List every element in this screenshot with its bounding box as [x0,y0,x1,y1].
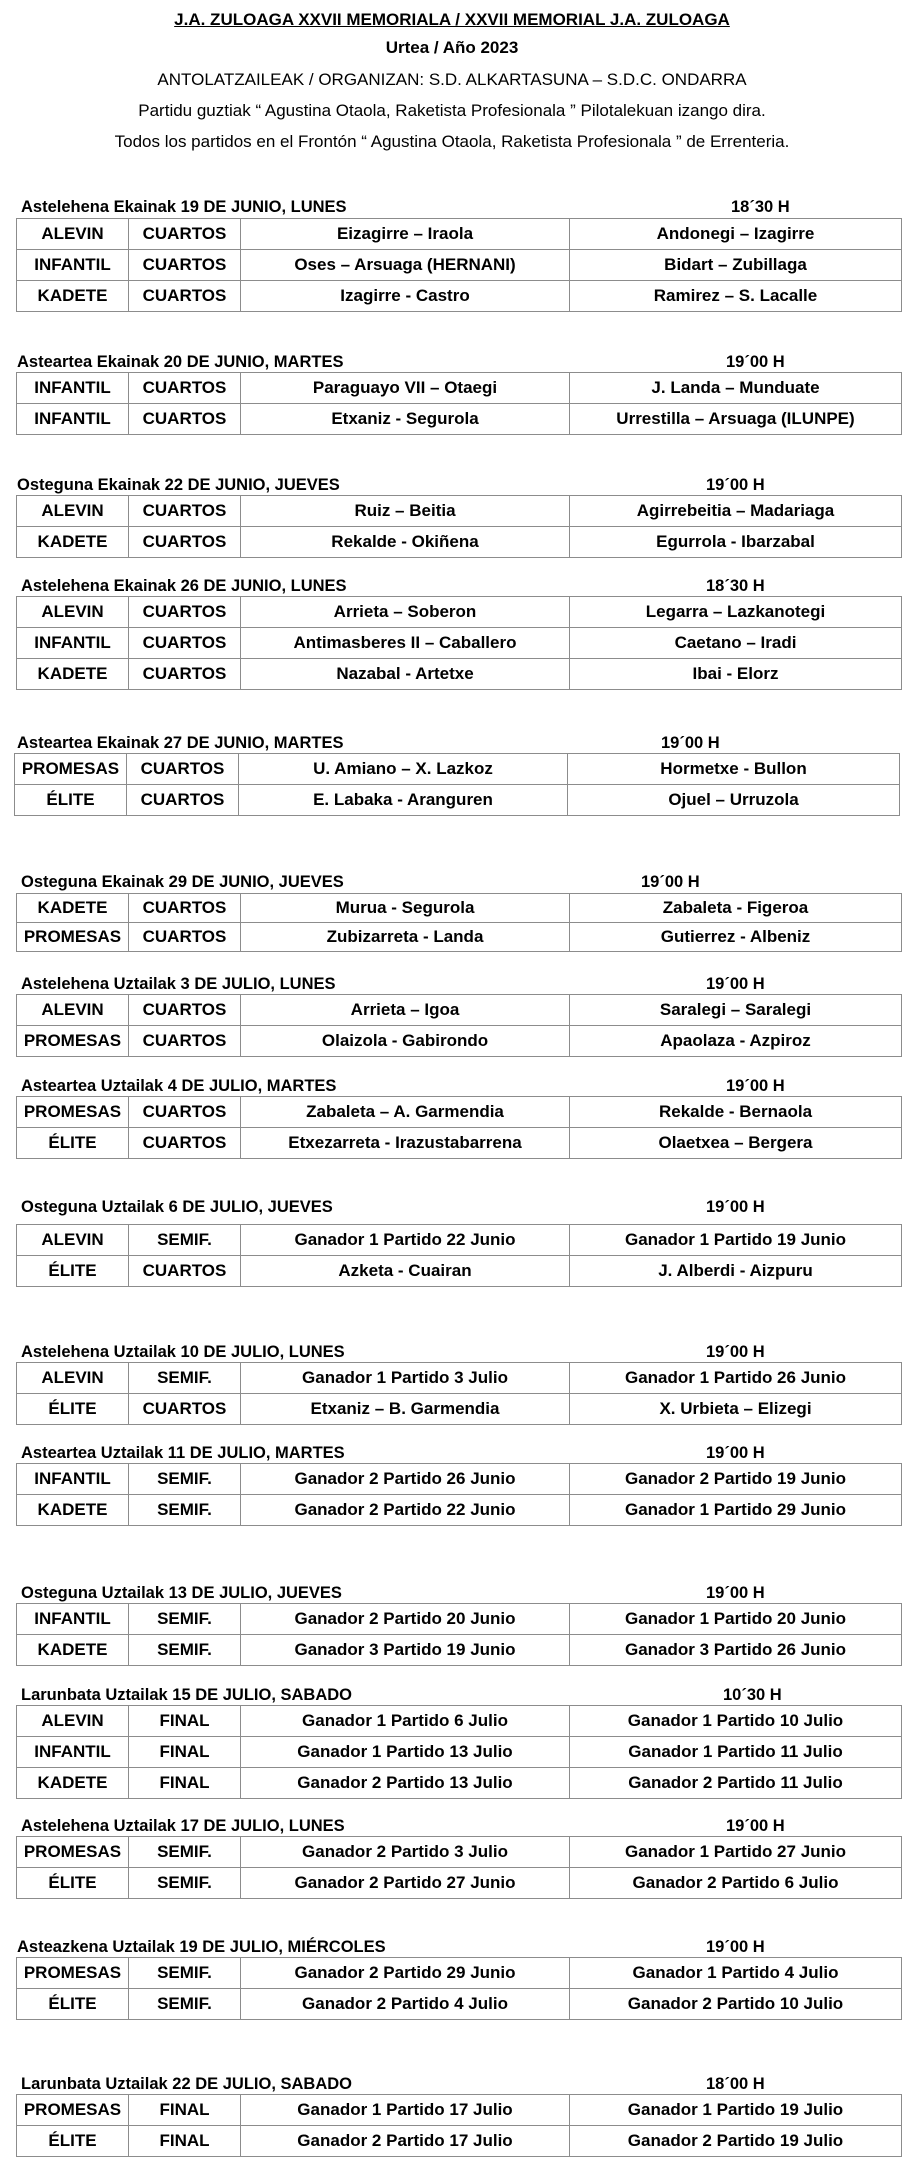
match-row [17,219,902,250]
pair-a-cell: Zabaleta – A. Garmendia [241,1097,570,1128]
match-row [17,1225,902,1256]
round-cell: FINAL [129,1768,241,1799]
day-label: Larunbata Uztailak 15 DE JULIO, SABADO [21,1686,352,1704]
round-cell: SEMIF. [129,1604,241,1635]
round-cell: SEMIF. [129,1464,241,1495]
pair-b-cell: Ganador 2 Partido 11 Julio [570,1768,902,1799]
category-cell: ÉLITE [17,1394,129,1425]
pair-b-cell: Zabaleta - Figeroa [570,894,902,923]
pair-b-cell: Ganador 1 Partido 10 Julio [570,1706,902,1737]
match-table [16,495,902,558]
round-cell: CUARTOS [129,995,241,1026]
pair-a-cell: Ganador 1 Partido 3 Julio [241,1363,570,1394]
pair-b-cell: Ganador 1 Partido 19 Junio [570,1225,902,1256]
match-table [16,994,902,1057]
day-hour: 19´00 H [706,1584,765,1602]
day-hour: 19´00 H [706,1198,765,1216]
pair-b-cell: Ganador 2 Partido 6 Julio [570,1868,902,1899]
day-label: Osteguna Ekainak 22 DE JUNIO, JUEVES [17,476,340,494]
round-cell: CUARTOS [129,659,241,690]
match-table [16,1603,902,1666]
round-cell: SEMIF. [129,1958,241,1989]
round-cell: SEMIF. [129,1837,241,1868]
match-row [17,1989,902,2020]
day-hour: 18´30 H [706,577,765,595]
round-cell: CUARTOS [129,219,241,250]
category-cell: KADETE [17,1768,129,1799]
category-cell: KADETE [17,1495,129,1526]
pair-b-cell: Ganador 1 Partido 4 Julio [570,1958,902,1989]
pair-a-cell: Zubizarreta - Landa [241,923,570,952]
pair-b-cell: Ganador 1 Partido 11 Julio [570,1737,902,1768]
day-label: Asteazkena Uztailak 19 DE JULIO, MIÉRCOLES [17,1938,386,1956]
category-cell: ÉLITE [17,1868,129,1899]
day-label: Astelehena Uztailak 3 DE JULIO, LUNES [21,975,336,993]
pair-a-cell: Ganador 1 Partido 17 Julio [241,2095,570,2126]
pair-a-cell: Ganador 2 Partido 4 Julio [241,1989,570,2020]
day-heading [21,1584,765,1603]
pair-b-cell: Ganador 3 Partido 26 Junio [570,1635,902,1666]
category-cell: ÉLITE [15,785,127,816]
match-row [17,250,902,281]
pair-b-cell: Ganador 2 Partido 19 Julio [570,2126,902,2157]
category-cell: KADETE [17,659,129,690]
day-heading [21,1077,785,1096]
pair-a-cell: Ganador 2 Partido 26 Junio [241,1464,570,1495]
match-row [17,995,902,1026]
day-label: Astelehena Uztailak 17 DE JULIO, LUNES [21,1817,345,1835]
match-table [16,1224,902,1287]
pair-b-cell: Legarra – Lazkanotegi [570,597,902,628]
round-cell: CUARTOS [129,281,241,312]
match-row [17,1363,902,1394]
category-cell: INFANTIL [17,628,129,659]
match-row [17,1464,902,1495]
category-cell: ALEVIN [17,597,129,628]
pair-a-cell: Ganador 2 Partido 29 Junio [241,1958,570,1989]
round-cell: SEMIF. [129,1363,241,1394]
pair-a-cell: Ruiz – Beitia [241,496,570,527]
pair-a-cell: Etxezarreta - Irazustabarrena [241,1128,570,1159]
category-cell: KADETE [17,894,129,923]
match-table [16,596,902,690]
day-label: Astelehena Ekainak 19 DE JUNIO, LUNES [21,198,347,216]
pair-a-cell: Ganador 2 Partido 17 Julio [241,2126,570,2157]
pair-b-cell: Ganador 1 Partido 29 Junio [570,1495,902,1526]
round-cell: CUARTOS [127,754,239,785]
day-hour: 18´30 H [731,198,790,216]
day-heading [17,476,765,495]
day-label: Osteguna Uztailak 13 DE JULIO, JUEVES [21,1584,342,1602]
match-table [16,1836,902,1899]
category-cell: INFANTIL [17,250,129,281]
match-row [17,1768,902,1799]
round-cell: CUARTOS [129,527,241,558]
pair-a-cell: Ganador 1 Partido 13 Julio [241,1737,570,1768]
category-cell: INFANTIL [17,1604,129,1635]
category-cell: ALEVIN [17,1363,129,1394]
round-cell: CUARTOS [129,894,241,923]
match-row [17,1837,902,1868]
pair-a-cell: Ganador 1 Partido 22 Junio [241,1225,570,1256]
pair-a-cell: Azketa - Cuairan [241,1256,570,1287]
pair-b-cell: Agirrebeitia – Madariaga [570,496,902,527]
category-cell: PROMESAS [17,1837,129,1868]
category-cell: INFANTIL [17,404,129,435]
round-cell: FINAL [129,1706,241,1737]
pair-b-cell: J. Alberdi - Aizpuru [570,1256,902,1287]
pair-a-cell: Ganador 2 Partido 3 Julio [241,1837,570,1868]
category-cell: PROMESAS [17,1026,129,1057]
pair-b-cell: Ganador 2 Partido 10 Julio [570,1989,902,2020]
category-cell: ÉLITE [17,2126,129,2157]
round-cell: CUARTOS [129,1394,241,1425]
pair-b-cell: Apaolaza - Azpiroz [570,1026,902,1057]
day-hour: 19´00 H [726,1817,785,1835]
pair-b-cell: Gutierrez - Albeniz [570,923,902,952]
pair-a-cell: E. Labaka - Aranguren [239,785,568,816]
year-line: Urtea / Año 2023 [385,38,519,57]
category-cell: INFANTIL [17,1464,129,1495]
category-cell: ÉLITE [17,1128,129,1159]
pair-a-cell: Etxaniz - Segurola [241,404,570,435]
day-heading [21,1444,765,1463]
pair-a-cell: Olaizola - Gabirondo [241,1026,570,1057]
match-row [17,923,902,952]
round-cell: CUARTOS [129,496,241,527]
pair-a-cell: Arrieta – Igoa [241,995,570,1026]
round-cell: FINAL [129,1737,241,1768]
category-cell: KADETE [17,527,129,558]
day-hour: 19´00 H [641,873,700,891]
day-label: Asteartea Ekainak 20 DE JUNIO, MARTES [17,353,344,371]
pair-a-cell: Ganador 2 Partido 13 Julio [241,1768,570,1799]
pair-a-cell: Arrieta – Soberon [241,597,570,628]
pair-a-cell: U. Amiano – X. Lazkoz [239,754,568,785]
pair-b-cell: X. Urbieta – Elizegi [570,1394,902,1425]
pair-b-cell: Hormetxe - Bullon [568,754,900,785]
round-cell: FINAL [129,2095,241,2126]
day-hour: 19´00 H [706,1343,765,1361]
day-label: Astelehena Uztailak 10 DE JULIO, LUNES [21,1343,345,1361]
pair-b-cell: Urrestilla – Arsuaga (ILUNPE) [570,404,902,435]
pair-b-cell: Ganador 1 Partido 26 Junio [570,1363,902,1394]
day-hour: 18´00 H [706,2075,765,2093]
day-heading [21,873,700,892]
match-row [17,1958,902,1989]
match-row [15,754,900,785]
pair-b-cell: Ramirez – S. Lacalle [570,281,902,312]
match-row [17,1097,902,1128]
round-cell: CUARTOS [129,1097,241,1128]
pair-a-cell: Antimasberes II – Caballero [241,628,570,659]
pair-a-cell: Ganador 2 Partido 27 Junio [241,1868,570,1899]
pair-a-cell: Oses – Arsuaga (HERNANI) [241,250,570,281]
category-cell: KADETE [17,1635,129,1666]
match-table [16,218,902,312]
pair-a-cell: Etxaniz – B. Garmendia [241,1394,570,1425]
page-title: J.A. ZULOAGA XXVII MEMORIALA / XXVII MEMORIAL J.A. ZULOAGA [174,10,730,29]
round-cell: SEMIF. [129,1989,241,2020]
pair-b-cell: Caetano – Iradi [570,628,902,659]
match-table [16,893,902,952]
pair-b-cell: Egurrola - Ibarzabal [570,527,902,558]
match-row [17,373,902,404]
category-cell: ALEVIN [17,219,129,250]
pair-b-cell: Andonegi – Izagirre [570,219,902,250]
day-hour: 10´30 H [723,1686,782,1704]
match-row [17,1256,902,1287]
category-cell: ALEVIN [17,1225,129,1256]
match-row [17,1394,902,1425]
pair-b-cell: Bidart – Zubillaga [570,250,902,281]
day-label: Asteartea Ekainak 27 DE JUNIO, MARTES [17,734,344,752]
day-hour: 19´00 H [726,1077,785,1095]
category-cell: PROMESAS [15,754,127,785]
day-hour: 19´00 H [706,476,765,494]
day-heading [17,734,720,753]
round-cell: CUARTOS [127,785,239,816]
pair-a-cell: Nazabal - Artetxe [241,659,570,690]
pair-b-cell: Ganador 1 Partido 20 Junio [570,1604,902,1635]
category-cell: INFANTIL [17,373,129,404]
match-row [17,894,902,923]
day-heading [17,1938,765,1957]
round-cell: CUARTOS [129,628,241,659]
match-row [17,1128,902,1159]
pair-b-cell: Olaetxea – Bergera [570,1128,902,1159]
match-row [17,496,902,527]
day-label: Asteartea Uztailak 4 DE JULIO, MARTES [21,1077,337,1095]
match-table [16,1362,902,1425]
round-cell: CUARTOS [129,373,241,404]
pair-a-cell: Ganador 3 Partido 19 Junio [241,1635,570,1666]
match-table [16,1957,902,2020]
day-hour: 19´00 H [706,975,765,993]
round-cell: CUARTOS [129,1128,241,1159]
round-cell: CUARTOS [129,250,241,281]
day-label: Osteguna Ekainak 29 DE JUNIO, JUEVES [21,873,344,891]
day-heading [21,577,765,596]
match-table [16,2094,902,2157]
organizers-line: ANTOLATZAILEAK / ORGANIZAN: S.D. ALKARTASUNA – S.D.C. ONDARRA [157,70,747,89]
venue-note-spanish: Todos los partidos en el Frontón “ Agustina Otaola, Raketista Profesionala ” de Errenteria. [114,132,790,151]
day-heading [17,353,785,372]
category-cell: ALEVIN [17,1706,129,1737]
pair-a-cell: Rekalde - Okiñena [241,527,570,558]
pair-b-cell: Rekalde - Bernaola [570,1097,902,1128]
pair-b-cell: Saralegi – Saralegi [570,995,902,1026]
round-cell: CUARTOS [129,404,241,435]
pair-a-cell: Paraguayo VII – Otaegi [241,373,570,404]
match-row [17,1026,902,1057]
pair-b-cell: Ganador 1 Partido 27 Junio [570,1837,902,1868]
match-row [17,659,902,690]
match-table [16,1463,902,1526]
day-label: Astelehena Ekainak 26 DE JUNIO, LUNES [21,577,347,595]
match-row [17,281,902,312]
category-cell: PROMESAS [17,2095,129,2126]
category-cell: ÉLITE [17,1256,129,1287]
day-label: Osteguna Uztailak 6 DE JULIO, JUEVES [21,1198,333,1216]
match-table [16,1096,902,1159]
round-cell: SEMIF. [129,1635,241,1666]
round-cell: FINAL [129,2126,241,2157]
day-label: Larunbata Uztailak 22 DE JULIO, SABADO [21,2075,352,2093]
match-row [17,1495,902,1526]
match-row [17,1604,902,1635]
match-row [17,1706,902,1737]
day-heading [21,1817,785,1836]
day-heading [21,1686,782,1705]
round-cell: CUARTOS [129,597,241,628]
pair-b-cell: Ibai - Elorz [570,659,902,690]
round-cell: CUARTOS [129,923,241,952]
round-cell: CUARTOS [129,1026,241,1057]
day-heading [21,198,790,217]
round-cell: SEMIF. [129,1868,241,1899]
category-cell: PROMESAS [17,923,129,952]
round-cell: CUARTOS [129,1256,241,1287]
venue-note-basque: Partidu guztiak “ Agustina Otaola, Raketista Profesionala ” Pilotalekuan izango dira. [138,101,766,120]
day-heading [21,2075,765,2094]
match-row [17,1737,902,1768]
round-cell: SEMIF. [129,1225,241,1256]
pair-a-cell: Eizagirre – Iraola [241,219,570,250]
day-hour: 19´00 H [661,734,720,752]
category-cell: ALEVIN [17,995,129,1026]
day-heading [21,1343,765,1362]
match-row [15,785,900,816]
pair-a-cell: Izagirre - Castro [241,281,570,312]
day-label: Asteartea Uztailak 11 DE JULIO, MARTES [21,1444,345,1462]
pair-a-cell: Ganador 2 Partido 20 Junio [241,1604,570,1635]
pair-b-cell: Ganador 1 Partido 19 Julio [570,2095,902,2126]
category-cell: PROMESAS [17,1958,129,1989]
pair-a-cell: Ganador 1 Partido 6 Julio [241,1706,570,1737]
match-row [17,1868,902,1899]
match-table [14,753,900,816]
category-cell: ÉLITE [17,1989,129,2020]
category-cell: INFANTIL [17,1737,129,1768]
category-cell: ALEVIN [17,496,129,527]
match-row [17,404,902,435]
match-table [16,1705,902,1799]
match-row [17,527,902,558]
pair-b-cell: J. Landa – Munduate [570,373,902,404]
round-cell: SEMIF. [129,1495,241,1526]
match-row [17,628,902,659]
day-heading [21,1198,765,1217]
match-row [17,597,902,628]
match-row [17,2126,902,2157]
pair-a-cell: Ganador 2 Partido 22 Junio [241,1495,570,1526]
match-row [17,1635,902,1666]
category-cell: PROMESAS [17,1097,129,1128]
day-hour: 19´00 H [706,1938,765,1956]
day-heading [21,975,765,994]
day-hour: 19´00 H [726,353,785,371]
pair-b-cell: Ganador 2 Partido 19 Junio [570,1464,902,1495]
category-cell: KADETE [17,281,129,312]
match-table [16,372,902,435]
day-hour: 19´00 H [706,1444,765,1462]
pair-b-cell: Ojuel – Urruzola [568,785,900,816]
match-row [17,2095,902,2126]
pair-a-cell: Murua - Segurola [241,894,570,923]
